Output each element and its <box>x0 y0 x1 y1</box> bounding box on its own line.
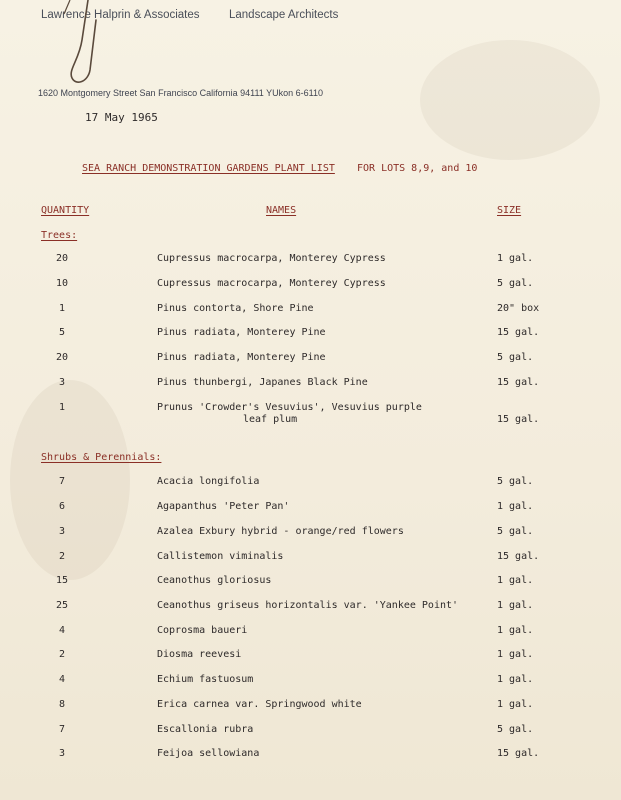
item-name: Azalea Exbury hybrid - orange/red flowers <box>157 526 404 537</box>
list-item <box>0 575 621 589</box>
item-size: 5 gal. <box>497 352 534 363</box>
item-name: Ceanothus griseus horizontalis var. 'Yankee Point' <box>157 600 459 611</box>
item-name: Pinus contorta, Shore Pine <box>157 303 314 314</box>
paperclip-icon <box>60 0 120 90</box>
item-size: 1 gal. <box>497 649 534 660</box>
section-heading-trees: Trees: <box>41 230 78 241</box>
column-header-size: SIZE <box>497 205 522 216</box>
item-size: 15 gal. <box>497 551 540 562</box>
item-name: Pinus radiata, Monterey Pine <box>157 352 326 363</box>
letterhead-profession: Landscape Architects <box>229 9 339 21</box>
list-item <box>0 600 621 614</box>
item-name: Prunus 'Crowder's Vesuvius', Vesuvius purple <box>157 402 422 413</box>
item-size: 1 gal. <box>497 674 534 685</box>
list-item <box>0 402 621 430</box>
item-size: 15 gal. <box>497 327 540 338</box>
item-size: 15 gal. <box>497 748 540 759</box>
list-item <box>0 253 621 267</box>
item-quantity: 5 <box>58 327 66 338</box>
section-heading-shrubs-perennials: Shrubs & Perennials: <box>41 452 162 463</box>
item-quantity: 7 <box>58 476 66 487</box>
column-header-quantity: QUANTITY <box>41 205 90 216</box>
list-item <box>0 724 621 738</box>
item-name: Ceanothus gloriosus <box>157 575 272 586</box>
item-size: 5 gal. <box>497 724 534 735</box>
letterhead-firm-name: Lawrence Halprin & Associates <box>41 9 200 21</box>
item-name: Feijoa sellowiana <box>157 748 260 759</box>
item-name: Escallonia rubra <box>157 724 254 735</box>
list-item <box>0 649 621 663</box>
item-name: Pinus thunbergi, Japanes Black Pine <box>157 377 368 388</box>
list-item <box>0 551 621 565</box>
item-size: 5 gal. <box>497 278 534 289</box>
item-size: 1 gal. <box>497 575 534 586</box>
list-item <box>0 327 621 341</box>
item-quantity: 3 <box>58 748 66 759</box>
list-item <box>0 278 621 292</box>
document-date: 17 May 1965 <box>85 111 158 124</box>
item-size: 1 gal. <box>497 699 534 710</box>
item-name: Acacia longifolia <box>157 476 260 487</box>
item-quantity: 2 <box>58 649 66 660</box>
item-quantity: 25 <box>55 600 69 611</box>
item-quantity: 1 <box>58 402 66 413</box>
item-quantity: 6 <box>58 501 66 512</box>
item-quantity: 10 <box>55 278 69 289</box>
list-item <box>0 377 621 391</box>
letterhead-address: 1620 Montgomery Street San Francisco California 94111 YUkon 6-6110 <box>38 88 323 98</box>
item-quantity: 8 <box>58 699 66 710</box>
list-item <box>0 352 621 366</box>
item-quantity: 20 <box>55 253 69 264</box>
item-size: 1 gal. <box>497 501 534 512</box>
item-size: 5 gal. <box>497 526 534 537</box>
paper-stain <box>420 40 600 160</box>
list-item <box>0 476 621 490</box>
item-name: Coprosma baueri <box>157 625 248 636</box>
item-size: 5 gal. <box>497 476 534 487</box>
item-name: Erica carnea var. Springwood white <box>157 699 362 710</box>
item-quantity: 1 <box>58 303 66 314</box>
column-header-names: NAMES <box>266 205 297 216</box>
list-item <box>0 699 621 713</box>
list-item <box>0 501 621 515</box>
item-quantity: 4 <box>58 674 66 685</box>
list-item <box>0 526 621 540</box>
item-name: Agapanthus 'Peter Pan' <box>157 501 290 512</box>
item-quantity: 15 <box>55 575 69 586</box>
list-item <box>0 625 621 639</box>
item-size: 15 gal. <box>497 377 540 388</box>
item-quantity: 3 <box>58 526 66 537</box>
item-quantity: 2 <box>58 551 66 562</box>
list-item <box>0 748 621 762</box>
item-name: Diosma reevesi <box>157 649 242 660</box>
item-quantity: 20 <box>55 352 69 363</box>
item-size: 20" box <box>497 303 540 314</box>
item-name: Cupressus macrocarpa, Monterey Cypress <box>157 278 386 289</box>
item-size: 15 gal. <box>497 414 540 425</box>
list-item <box>0 674 621 688</box>
item-size: 1 gal. <box>497 625 534 636</box>
document-title: SEA RANCH DEMONSTRATION GARDENS PLANT LIST <box>82 163 335 174</box>
item-name: Pinus radiata, Monterey Pine <box>157 327 326 338</box>
item-quantity: 4 <box>58 625 66 636</box>
item-size: 1 gal. <box>497 253 534 264</box>
item-name-continuation: leaf plum <box>243 414 298 425</box>
item-size: 1 gal. <box>497 600 534 611</box>
item-quantity: 3 <box>58 377 66 388</box>
document-subtitle: FOR LOTS 8,9, and 10 <box>357 163 478 174</box>
item-name: Echium fastuosum <box>157 674 254 685</box>
list-item <box>0 303 621 317</box>
item-name: Cupressus macrocarpa, Monterey Cypress <box>157 253 386 264</box>
item-name: Callistemon viminalis <box>157 551 284 562</box>
item-quantity: 7 <box>58 724 66 735</box>
